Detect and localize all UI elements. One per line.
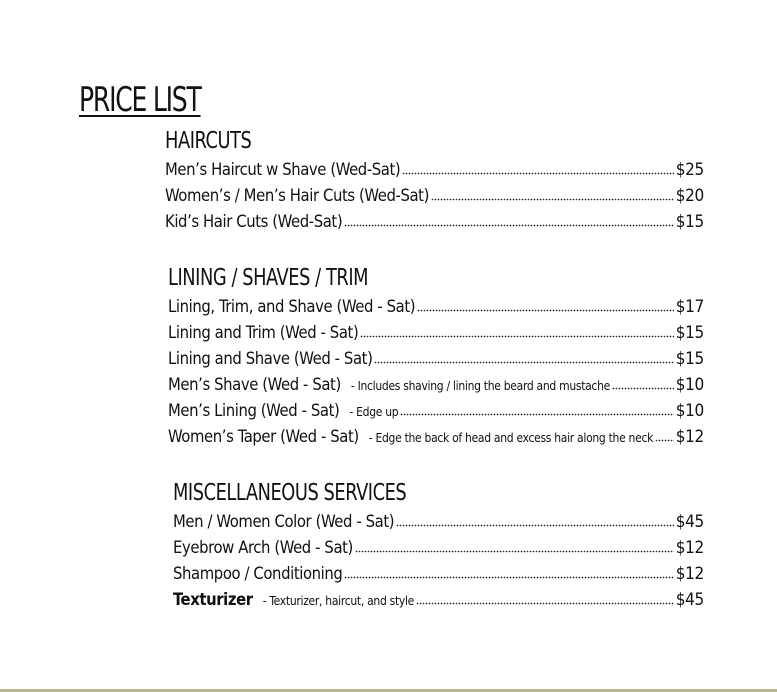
service-price: $25 [675, 160, 704, 180]
price-row [173, 587, 704, 613]
price-row [165, 157, 704, 183]
dot-leader [396, 523, 674, 527]
price-row [173, 561, 704, 587]
price-row [168, 346, 704, 372]
service-name: Kid’s Hair Cuts (Wed-Sat) [165, 212, 343, 231]
section-lining-shaves-trim [168, 263, 704, 450]
price-row [168, 320, 704, 346]
price-row [165, 209, 704, 235]
service-price: $12 [675, 564, 704, 584]
section-haircuts [165, 126, 704, 235]
service-price: $17 [675, 297, 704, 317]
service-price: $10 [675, 401, 704, 421]
price-row [168, 424, 704, 450]
service-note: - Includes shaving / lining the beard and mustache [350, 379, 610, 393]
price-row [165, 183, 704, 209]
service-name: Lining, Trim, and Shave (Wed - Sat) [168, 297, 416, 316]
service-name: Eyebrow Arch (Wed - Sat) [173, 538, 353, 557]
dot-leader [431, 197, 674, 201]
section-miscellaneous-services [173, 478, 704, 613]
service-price: $45 [675, 512, 704, 532]
service-note: - Edge the back of head and excess hair along the neck [368, 431, 654, 445]
service-name: Men’s Shave (Wed - Sat) [168, 375, 341, 394]
service-name: Men’s Haircut w Shave (Wed-Sat) [165, 160, 401, 179]
dot-leader [417, 308, 674, 312]
service-price: $15 [675, 323, 704, 343]
service-name: Lining and Trim (Wed - Sat) [168, 323, 359, 342]
service-note: - Texturizer, haircut, and style [262, 594, 415, 608]
service-price: $10 [675, 375, 704, 395]
dot-leader [355, 549, 674, 553]
service-price: $12 [675, 538, 704, 558]
page-title: PRICE LIST [79, 80, 201, 120]
price-row [168, 294, 704, 320]
service-name: Women’s Taper (Wed - Sat) [168, 427, 359, 446]
service-price: $12 [675, 427, 704, 447]
dot-leader [402, 171, 673, 175]
dot-leader [374, 360, 673, 364]
service-name: Men / Women Color (Wed - Sat) [173, 512, 395, 531]
dot-leader [360, 334, 673, 338]
service-price: $15 [675, 349, 704, 369]
service-name: Shampoo / Conditioning [173, 564, 343, 583]
service-note: - Edge up [349, 405, 399, 419]
section-title: HAIRCUTS [165, 128, 252, 154]
section-title: MISCELLANEOUS SERVICES [173, 480, 407, 506]
price-row [168, 372, 704, 398]
price-row [173, 509, 704, 535]
dot-leader [655, 438, 674, 442]
price-row [173, 535, 704, 561]
service-name: Lining and Shave (Wed - Sat) [168, 349, 373, 368]
service-price: $15 [675, 212, 704, 232]
dot-leader [344, 575, 673, 579]
dot-leader [416, 601, 674, 605]
section-title: LINING / SHAVES / TRIM [168, 265, 369, 291]
price-row [168, 398, 704, 424]
dot-leader [612, 386, 674, 390]
service-price: $20 [675, 186, 704, 206]
service-name: Men’s Lining (Wed - Sat) [168, 401, 340, 420]
service-name: Texturizer [173, 590, 253, 609]
dot-leader [344, 223, 673, 227]
service-price: $45 [675, 590, 704, 610]
dot-leader [400, 412, 673, 416]
service-name: Women’s / Men’s Hair Cuts (Wed-Sat) [165, 186, 429, 205]
